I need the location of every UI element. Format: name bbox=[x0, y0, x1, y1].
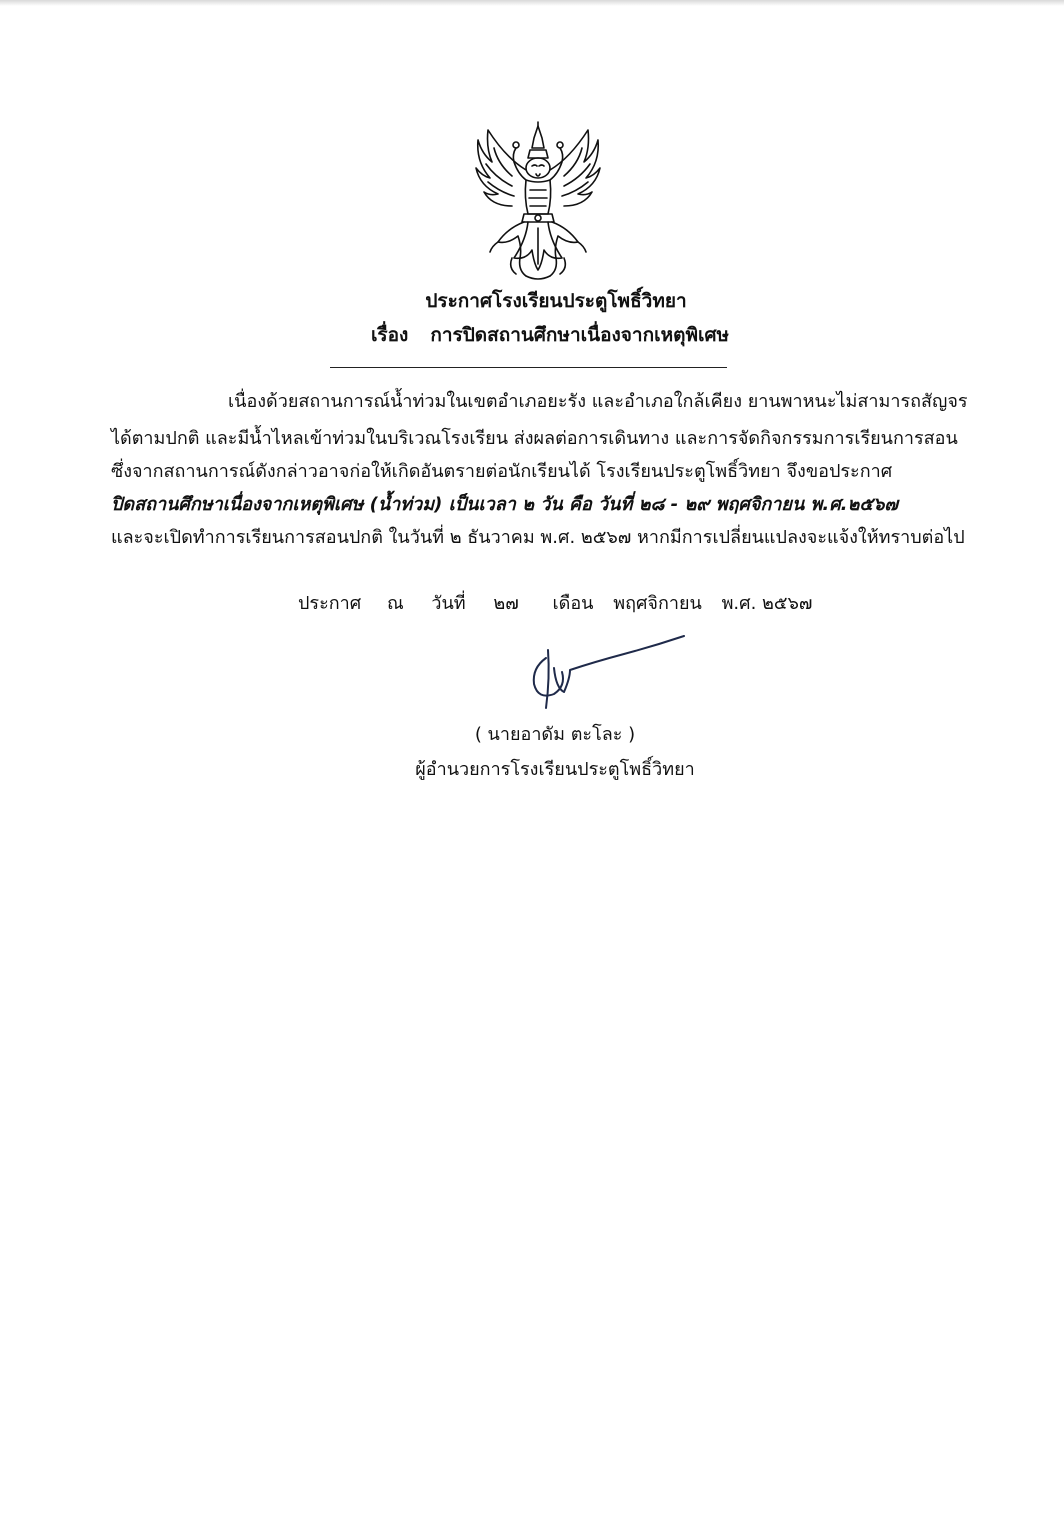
body-paragraph-line: ได้ตามปกติ และมีน้ำไหลเข้าท่วมในบริเวณโรงเรียน ส่งผลต่อการเดินทาง และการจัดกิจกรรมการเรียนการสอน bbox=[111, 428, 958, 449]
day-value: ๒๗ bbox=[493, 593, 519, 614]
day-label: วันที่ bbox=[431, 593, 466, 614]
body-paragraph-line: และจะเปิดทำการเรียนการสอนปกติ ในวันที่ ๒ ธันวาคม พ.ศ. ๒๕๖๗ หากมีการเปลี่ยนแปลงจะแจ้งให้ทราบต่อไป bbox=[111, 527, 965, 548]
closure-notice-line: ปิดสถานศึกษาเนื่องจากเหตุพิเศษ (น้ำท่วม) เป็นเวลา ๒ วัน คือ วันที่ ๒๘ - ๒๙ พฤศจิกายน พ.ศ.๒๕๖๗ bbox=[111, 494, 898, 515]
page-top-edge bbox=[0, 0, 1064, 6]
body-paragraph-line: เนื่องด้วยสถานการณ์น้ำท่วมในเขตอำเภอยะรัง และอำเภอใกล้เคียง ยานพาหนะไม่สามารถสัญจร bbox=[228, 391, 968, 412]
body-paragraph-line: ซึ่งจากสถานการณ์ดังกล่าวอาจก่อให้เกิดอันตรายต่อนักเรียนได้ โรงเรียนประตูโพธิ์วิทยา จึงขอประกาศ bbox=[111, 461, 893, 482]
year-value: พ.ศ. ๒๕๖๗ bbox=[721, 593, 813, 614]
subject-text: การปิดสถานศึกษาเนื่องจากเหตุพิเศษ bbox=[430, 324, 730, 346]
at-label: ณ bbox=[386, 593, 404, 614]
announce-label: ประกาศ bbox=[298, 593, 362, 614]
subject-label: เรื่อง bbox=[370, 324, 409, 346]
signer-name: ( นายอาดัม ตะโละ ) bbox=[474, 724, 636, 745]
announcement-subject bbox=[18, 320, 1064, 350]
month-value: พฤศจิกายน bbox=[613, 593, 702, 614]
signer-position: ผู้อำนวยการโรงเรียนประตูโพธิ์วิทยา bbox=[415, 759, 695, 780]
garuda-emblem-icon bbox=[468, 118, 608, 283]
handwritten-signature bbox=[524, 628, 690, 714]
announcement-title: ประกาศโรงเรียนประตูโพธิ์วิทยา bbox=[425, 290, 687, 312]
month-label: เดือน bbox=[552, 593, 594, 614]
announcement-date bbox=[298, 588, 812, 617]
title-divider bbox=[330, 367, 727, 368]
